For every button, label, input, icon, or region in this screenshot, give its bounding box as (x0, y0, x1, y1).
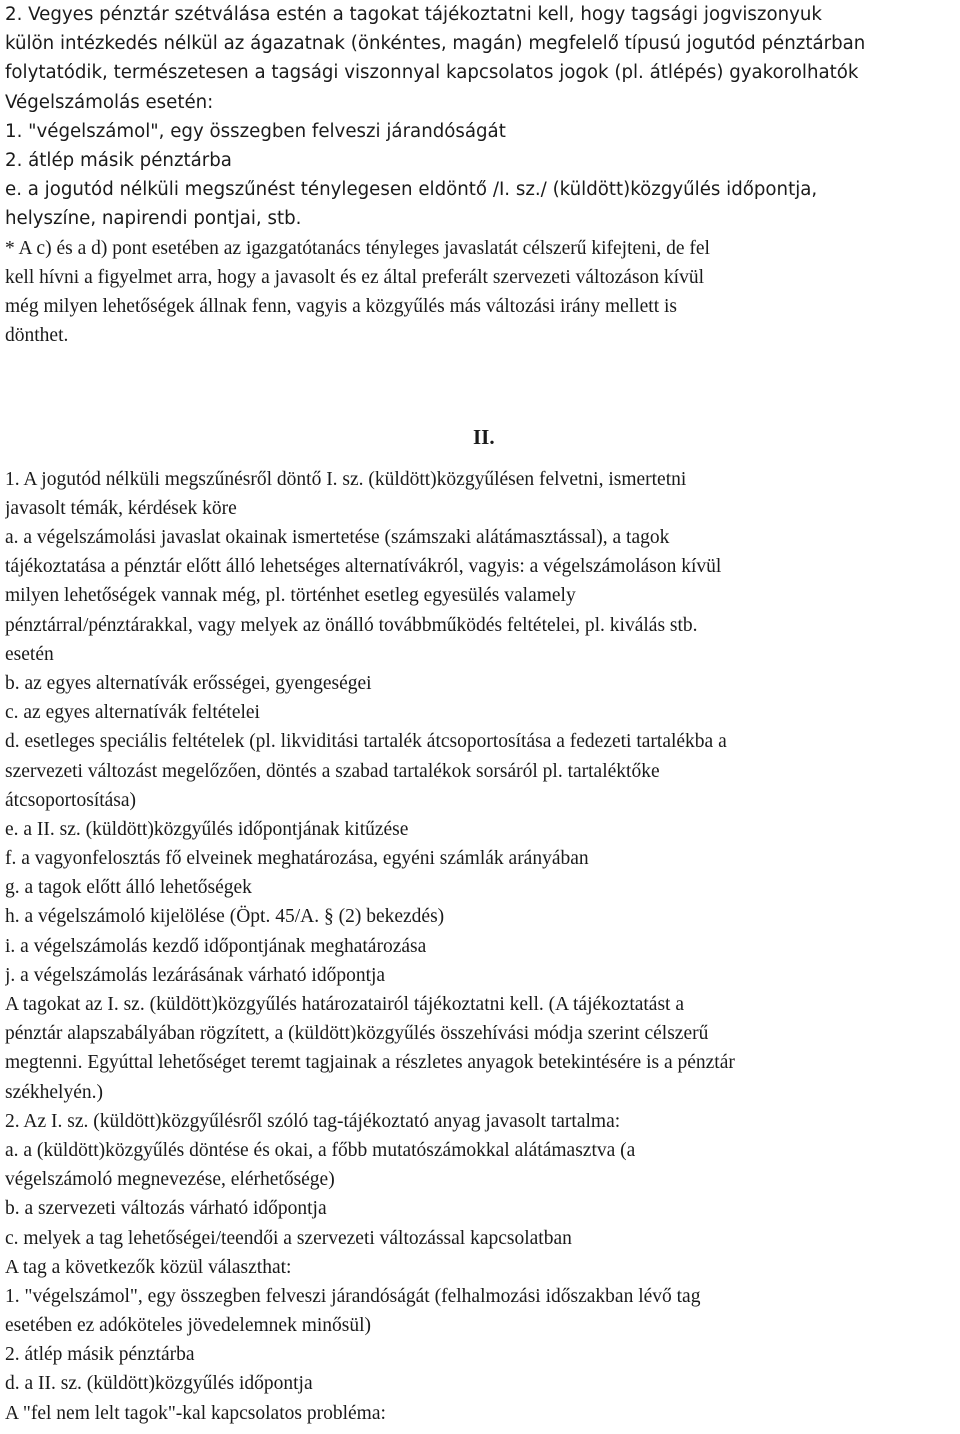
text-line: javasolt témák, kérdések köre (5, 497, 237, 519)
spacer (5, 350, 957, 379)
text-line: esetén (5, 643, 54, 665)
section-heading: II. (473, 424, 495, 449)
section-2 (5, 465, 957, 1428)
text-line: d. esetleges speciális feltételek (pl. likviditási tartalék átcsoportosítása a fedezeti tartalékba a (5, 731, 727, 753)
text-line: e. a jogutód nélküli megszűnést ténylegesen eldöntő /I. sz./ (küldött)közgyűlés időpontja, (5, 179, 818, 201)
text-line: székhelyén.) (5, 1081, 103, 1103)
text-line: b. az egyes alternatívák erősségei, gyengeségei (5, 672, 372, 694)
text-line: 1. A jogutód nélküli megszűnésről döntő I. sz. (küldött)közgyűlésen felvetni, ismertetni (5, 468, 687, 490)
text-line: tájékoztatása a pénztár előtt álló lehetséges alternatívákról, vagyis: a végelszámoláson kívül (5, 556, 722, 578)
text-line: kell hívni a figyelmet arra, hogy a javasolt és ez által preferált szervezeti változáson kívül (5, 266, 705, 288)
text-line: 1. "végelszámol", egy összegben felveszi járandóságát (felhalmozási időszakban lévő tag (5, 1285, 701, 1307)
text-line: 1. "végelszámol", egy összegben felveszi járandóságát (5, 120, 506, 142)
text-line: c. melyek a tag lehetőségei/teendői a szervezeti változással kapcsolatban (5, 1227, 572, 1249)
text-line: pénztár alapszabályában rögzített, a (küldött)közgyűlés összehívási módja szerint célszerű (5, 1023, 709, 1045)
text-line: esetében ez adóköteles jövedelemnek minősül) (5, 1315, 372, 1337)
text-line: d. a II. sz. (küldött)közgyűlés időpontja (5, 1373, 313, 1395)
text-line: A tag a következők közül választhat: (5, 1256, 292, 1278)
text-line: c. az egyes alternatívák feltételei (5, 702, 260, 724)
text-line: külön intézkedés nélkül az ágazatnak (önkéntes, magán) megfelelő típusú jogutód pénztárban (5, 33, 866, 55)
text-line: szervezeti változást megelőzően, döntés a szabad tartalékok sorsáról pl. tartaléktőke (5, 760, 660, 782)
text-line: megtenni. Egyúttal lehetőséget teremt tagjainak a részletes anyagok betekintésére is a pénztár (5, 1052, 735, 1074)
text-line: dönthet. (5, 325, 69, 347)
text-line: milyen lehetőségek vannak még, pl. történhet esetleg egyesülés valamely (5, 585, 576, 607)
text-line: még milyen lehetőségek állnak fenn, vagyis a közgyűlés más változási irány mellett is (5, 295, 678, 317)
text-line: e. a II. sz. (küldött)közgyűlés időpontjának kitűzése (5, 818, 409, 840)
text-line: * A c) és a d) pont esetében az igazgatótanács tényleges javaslatát célszerű kifejteni, de fel (5, 237, 710, 259)
text-line: b. a szervezeti változás várható időpontja (5, 1198, 327, 1220)
text-line: átcsoportosítása) (5, 789, 137, 811)
text-line: g. a tagok előtt álló lehetőségek (5, 877, 252, 899)
text-line: 2. Az I. sz. (küldött)közgyűlésről szóló tag-tájékoztató anyag javasolt tartalma: (5, 1110, 621, 1132)
text-line: i. a végelszámolás kezdő időpontjának meghatározása (5, 935, 427, 957)
text-line: végelszámoló megnevezése, elérhetősége) (5, 1169, 335, 1191)
text-line: a. a végelszámolási javaslat okainak ismertetése (számszaki alátámasztással), a tagok (5, 527, 670, 548)
text-line: Végelszámolás esetén: (5, 91, 214, 113)
text-line: 2. Vegyes pénztár szétválása estén a tagokat tájékoztatni kell, hogy tagsági jogviszonyuk (5, 4, 822, 25)
section-1 (5, 0, 957, 350)
text-line: folytatódik, természetesen a tagsági viszonnyal kapcsolatos jogok (pl. átlépés) gyakorolhatók (5, 62, 859, 84)
text-line: 2. átlép másik pénztárba (5, 1344, 195, 1366)
text-line: A "fel nem lelt tagok"-kal kapcsolatos probléma: (5, 1402, 386, 1424)
text-line: h. a végelszámoló kijelölése (Öpt. 45/A. § (2) bekezdés) (5, 906, 445, 928)
text-line: j. a végelszámolás lezárásának várható időpontja (5, 964, 386, 986)
text-line: f. a vagyonfelosztás fő elveinek meghatározása, egyéni számlák arányában (5, 848, 589, 870)
document-page (5, 0, 957, 1428)
text-line: 2. átlép másik pénztárba (5, 149, 232, 171)
spacer (5, 379, 957, 408)
text-line: pénztárral/pénztárakkal, vagy melyek az önálló továbbműködés feltételei, pl. kiválás stb. (5, 614, 698, 636)
text-line: A tagokat az I. sz. (küldött)közgyűlés határozatairól tájékoztatni kell. (A tájékoztatást a (5, 994, 684, 1015)
text-line: a. a (küldött)közgyűlés döntése és okai, a főbb mutatószámokkal alátámasztva (a (5, 1139, 636, 1161)
text-line: helyszíne, napirendi pontjai, stb. (5, 208, 302, 230)
